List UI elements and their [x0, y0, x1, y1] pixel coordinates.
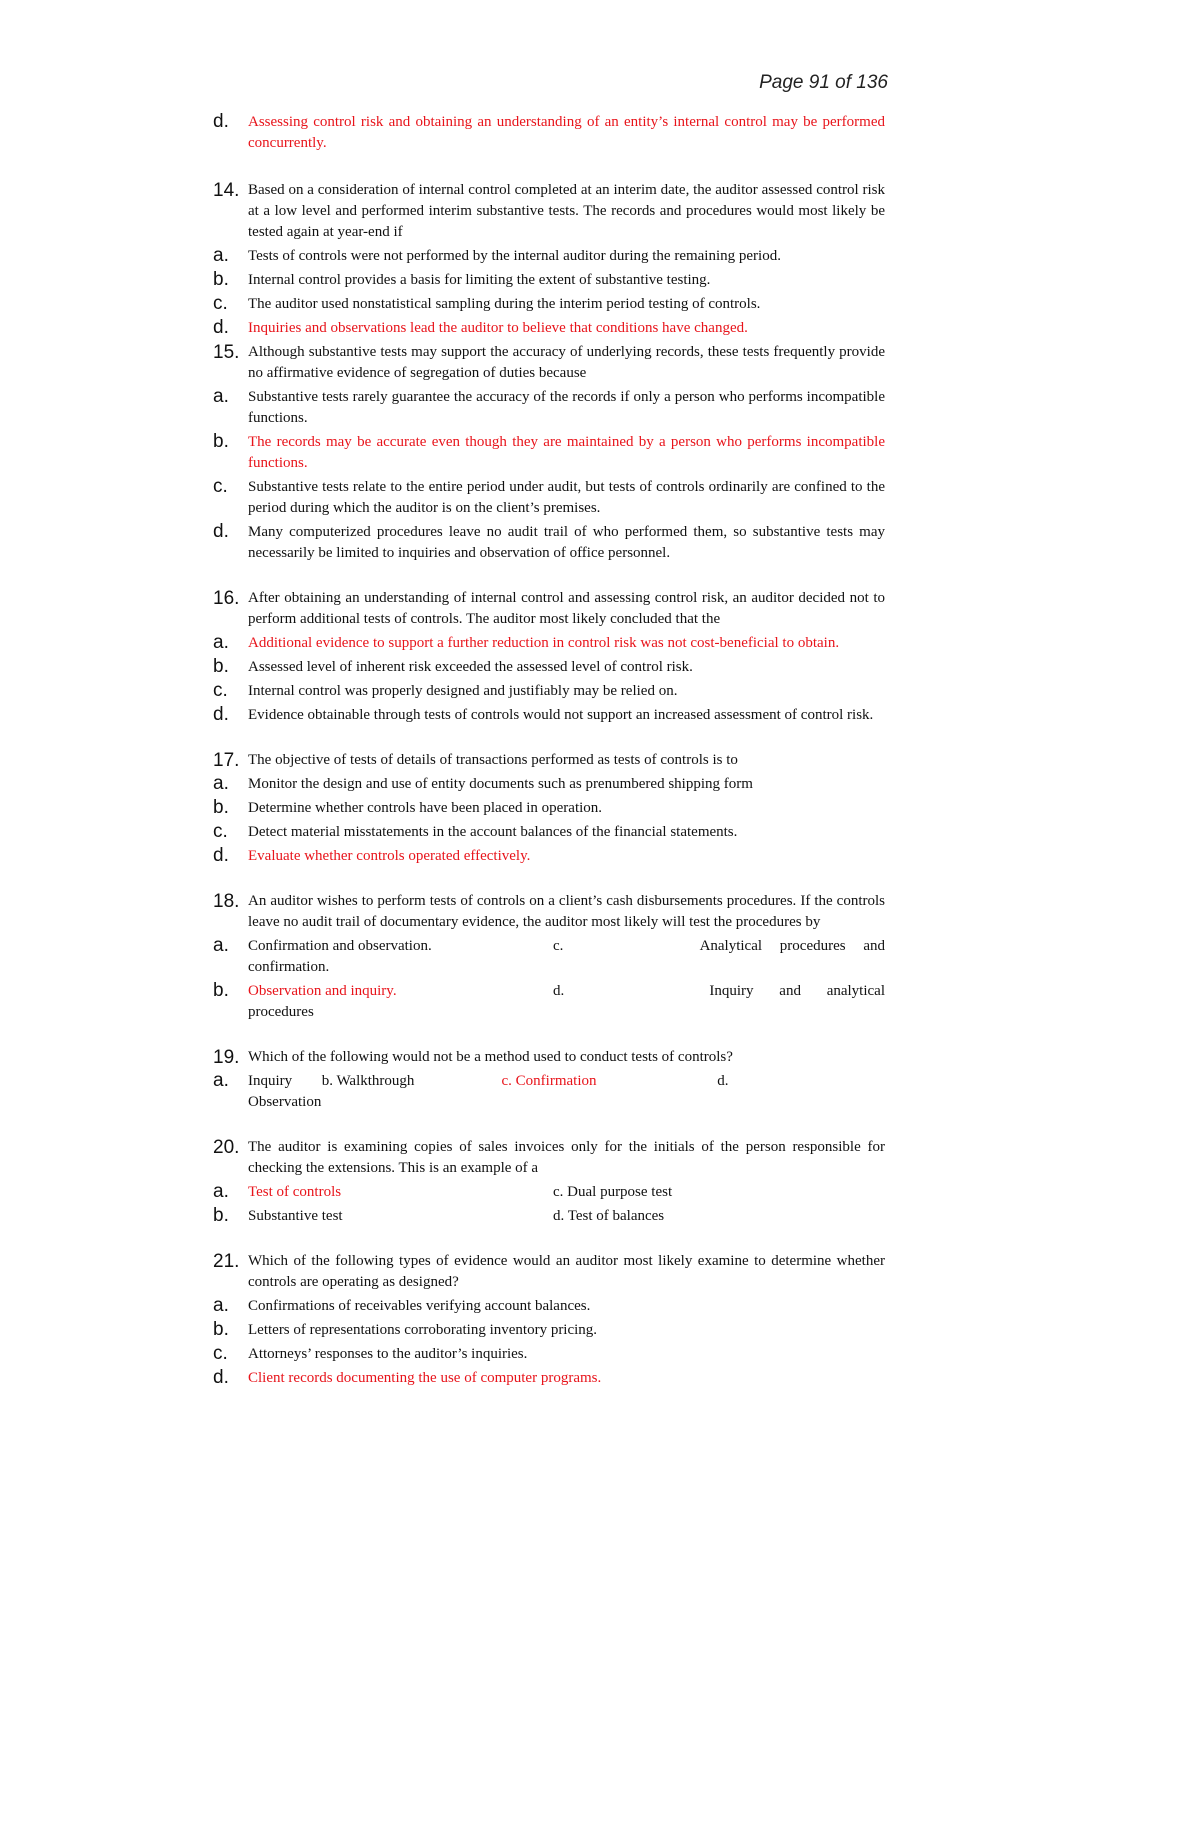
option-c: c. Dual purpose test — [553, 1184, 673, 1200]
option-d: d. Test of balances — [553, 1208, 665, 1224]
option-text: Letters of representations corroborating inventory pricing. — [248, 1322, 598, 1338]
option-text: Inquiry and analytical — [709, 983, 885, 999]
option-letter: c. — [213, 680, 228, 701]
option-d-answer — [213, 846, 885, 867]
question-stem: The auditor is examining copies of sales invoices only for the initials of the person responsible for checking the extensions. This is an example of a — [248, 1139, 885, 1176]
option-b-answer — [213, 981, 553, 1002]
option-text: Internal control was properly designed and justifiably may be relied on. — [248, 683, 678, 699]
option-b — [213, 1206, 553, 1227]
option-letter: c. — [213, 821, 228, 842]
option-text: Many computerized procedures leave no audit trail of who performed them, so substantive tests may necessarily be limited to inquiries and observation of office personnel. — [248, 524, 885, 561]
option-a-answer — [213, 1182, 553, 1203]
question-15 — [213, 342, 885, 384]
option-a — [213, 774, 885, 795]
question-20 — [213, 1137, 885, 1179]
option-b — [213, 798, 885, 819]
option-c — [553, 936, 885, 957]
option-text: Analytical procedures and — [699, 938, 885, 954]
option-c — [213, 822, 885, 843]
option-letter: d. — [213, 704, 229, 725]
question-stem: Which of the following types of evidence would an auditor most likely examine to determine whether controls are operating as designed? — [248, 1253, 885, 1290]
option-letter: c. — [213, 1343, 228, 1364]
options-row — [213, 1071, 885, 1113]
option-a: Inquiry — [248, 1073, 293, 1089]
option-a — [213, 936, 553, 957]
option-letter: a. — [213, 632, 229, 653]
option-letter: b. — [213, 1205, 229, 1226]
question-stem: Based on a consideration of internal control completed at an interim date, the auditor assessed control risk at a low level and performed interim substantive tests. The records and procedures would most likely be tested again at year-end if — [248, 182, 885, 240]
option-text: Tests of controls were not performed by the internal auditor during the remaining period. — [248, 248, 781, 264]
question-stem: Although substantive tests may support the accuracy of underlying records, these tests frequently provide no affirmative evidence of segregation of duties because — [248, 344, 885, 381]
option-text: Evidence obtainable through tests of controls would not support an increased assessment of control risk. — [248, 707, 874, 723]
option-letter: a. — [213, 245, 229, 266]
option-d — [213, 522, 885, 564]
option-letter: d. — [213, 1367, 229, 1388]
option-b — [213, 270, 885, 291]
option-a — [213, 387, 885, 429]
question-19 — [213, 1047, 885, 1068]
options-grid — [213, 1182, 885, 1227]
option-d-answer — [213, 318, 885, 339]
question-stem: Which of the following would not be a method used to conduct tests of controls? — [248, 1049, 733, 1065]
option-letter: b. — [213, 431, 229, 452]
question-17 — [213, 750, 885, 771]
option-text: Additional evidence to support a further reduction in control risk was not cost-beneficial to obtain. — [248, 635, 840, 651]
option-a — [213, 246, 885, 267]
option-text: Assessing control risk and obtaining an understanding of an entity’s internal control may be performed concurrently. — [248, 114, 885, 151]
question-list — [213, 112, 885, 1389]
question-number: 17. — [213, 750, 240, 771]
option-text: Detect material misstatements in the account balances of the financial statements. — [248, 824, 738, 840]
question-18 — [213, 891, 885, 933]
option-text: Substantive tests rarely guarantee the accuracy of the records if only a person who performs incompatible functions. — [248, 389, 885, 426]
option-letter: b. — [213, 797, 229, 818]
option-letter: c. — [213, 476, 228, 497]
option-letter: d. — [213, 521, 229, 542]
option-a-answer — [213, 633, 885, 654]
question-stem: An auditor wishes to perform tests of controls on a client’s cash disbursements procedures. If the controls leave no audit trail of documentary evidence, the auditor most likely will test the procedures by — [248, 893, 885, 930]
option-text: procedures — [248, 1004, 314, 1020]
question-number: 18. — [213, 891, 240, 912]
option-letter: d. — [213, 845, 229, 866]
option-d — [213, 705, 885, 726]
option-text: Internal control provides a basis for limiting the extent of substantive testing. — [248, 272, 711, 288]
option-letter: c. — [553, 938, 564, 954]
option-text: confirmation. — [248, 959, 330, 975]
option-a — [213, 1296, 885, 1317]
option-text: Confirmation and observation. — [248, 938, 432, 954]
option-c — [213, 1344, 885, 1365]
option-letter: a. — [213, 1181, 229, 1202]
question-stem: After obtaining an understanding of internal control and assessing control risk, an auditor decided not to perform additional tests of controls. The auditor most likely concluded that the — [248, 590, 885, 627]
option-text: Test of controls — [248, 1184, 342, 1200]
option-c — [213, 681, 885, 702]
options-grid — [213, 936, 885, 1023]
question-number: 14. — [213, 180, 240, 201]
option-b — [213, 1320, 885, 1341]
option-letter: a. — [213, 935, 229, 956]
option-letter: a. — [213, 1070, 229, 1091]
option-text: Evaluate whether controls operated effectively. — [248, 848, 531, 864]
option-b-answer — [213, 432, 885, 474]
question-number: 20. — [213, 1137, 240, 1158]
option-d: d. — [717, 1073, 729, 1089]
option-letter: b. — [213, 980, 229, 1001]
option-letter: d. — [213, 111, 229, 132]
option-letter: a. — [213, 773, 229, 794]
question-stem: The objective of tests of details of transactions performed as tests of controls is to — [248, 752, 738, 768]
question-14 — [213, 180, 885, 243]
option-text: Determine whether controls have been placed in operation. — [248, 800, 603, 816]
option-c-continued — [213, 957, 885, 978]
option-b — [213, 657, 885, 678]
option-letter: b. — [213, 1319, 229, 1340]
question-16 — [213, 588, 885, 630]
option-text: Attorneys’ responses to the auditor’s inquiries. — [248, 1346, 528, 1362]
option-letter: d. — [213, 317, 229, 338]
option-b: b. Walkthrough — [321, 1073, 415, 1089]
option-text: Substantive test — [248, 1208, 343, 1224]
option-text: The records may be accurate even though they are maintained by a person who performs incompatible functions. — [248, 434, 885, 471]
option-text: Client records documenting the use of computer programs. — [248, 1370, 602, 1386]
option-text: Substantive tests relate to the entire period under audit, but tests of controls ordinarily are confined to the period during which the auditor is on the client’s premises. — [248, 479, 885, 516]
option-text: Confirmations of receivables verifying account balances. — [248, 1298, 591, 1314]
option-text: Observation and inquiry. — [248, 983, 397, 999]
option-letter: b. — [213, 656, 229, 677]
question-number: 21. — [213, 1251, 240, 1272]
option-text: The auditor used nonstatistical sampling during the interim period testing of controls. — [248, 296, 761, 312]
option-d — [553, 981, 885, 1002]
option-c — [213, 294, 885, 315]
option-letter: c. — [213, 293, 228, 314]
option-letter: d. — [553, 983, 565, 999]
option-text: Assessed level of inherent risk exceeded the assessed level of control risk. — [248, 659, 693, 675]
question-21 — [213, 1251, 885, 1293]
question-number: 16. — [213, 588, 240, 609]
option-letter: b. — [213, 269, 229, 290]
question-number: 15. — [213, 342, 240, 363]
option-d-answer — [213, 1368, 885, 1389]
option-text: Monitor the design and use of entity documents such as prenumbered shipping form — [248, 776, 753, 792]
option-letter: a. — [213, 386, 229, 407]
option-d-answer — [213, 112, 885, 154]
option-d-continued: Observation — [248, 1094, 322, 1110]
option-c — [213, 477, 885, 519]
option-c-answer: c. Confirmation — [501, 1073, 597, 1089]
option-text: Inquiries and observations lead the auditor to believe that conditions have changed. — [248, 320, 748, 336]
question-number: 19. — [213, 1047, 240, 1068]
page-number: Page 91 of 136 — [759, 72, 888, 93]
option-d-continued — [213, 1002, 885, 1023]
option-letter: a. — [213, 1295, 229, 1316]
